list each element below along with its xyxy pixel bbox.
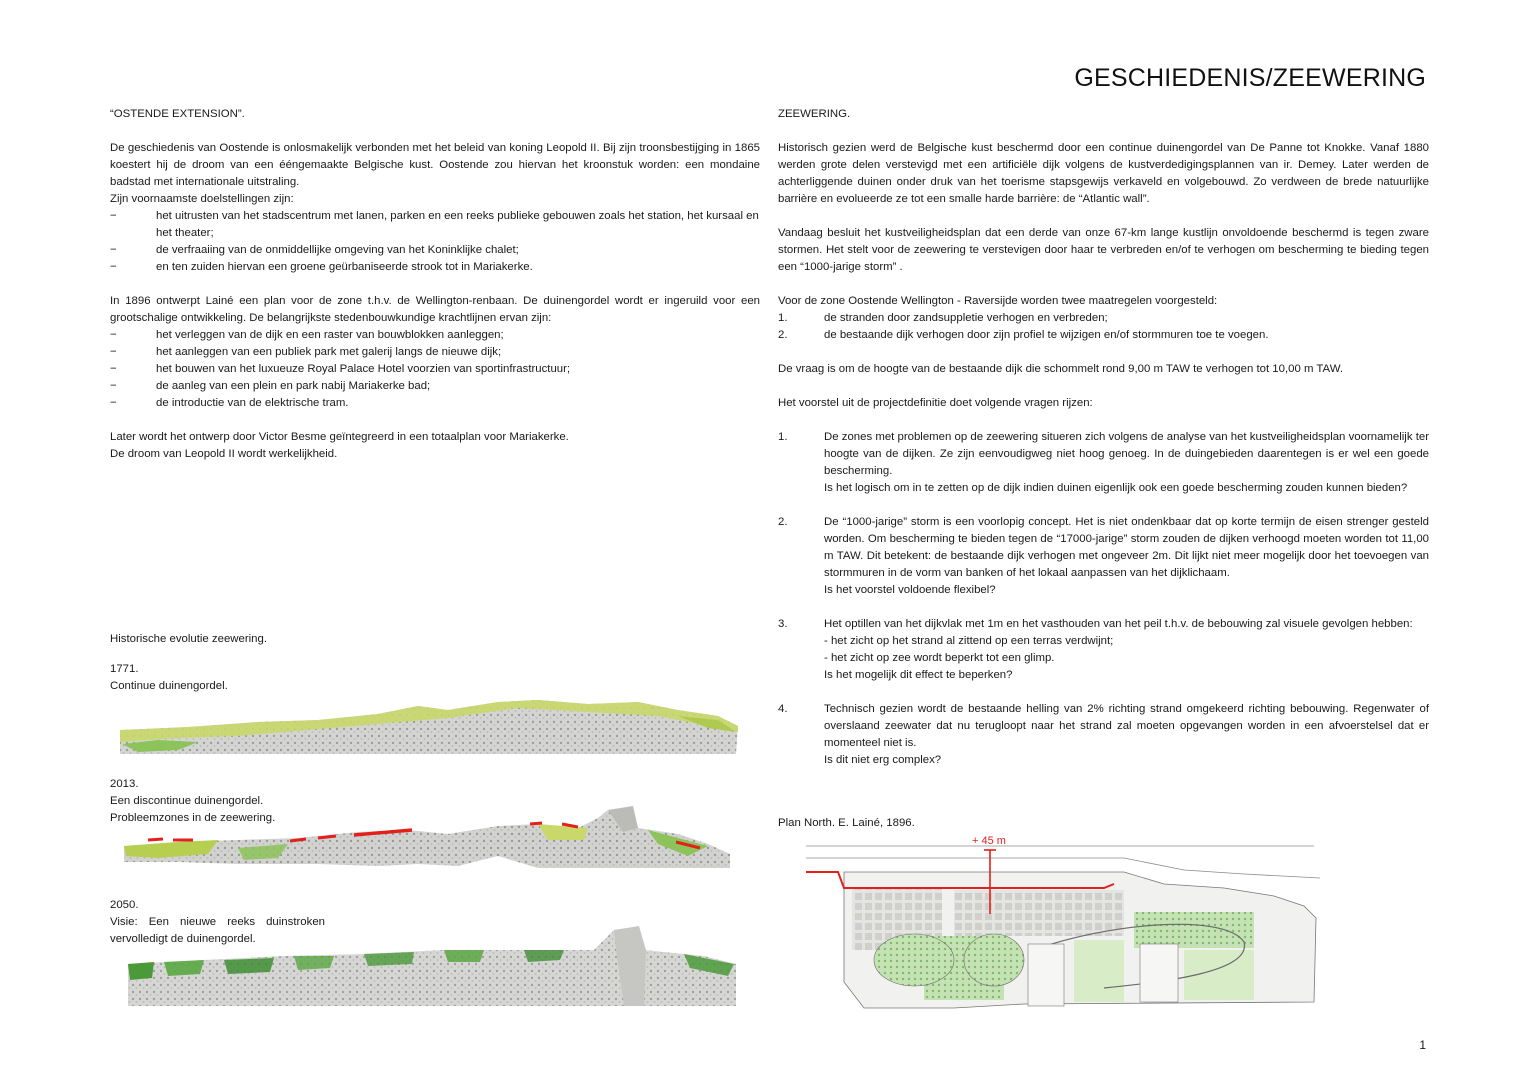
left-heading: “OSTENDE EXTENSION”.: [110, 108, 245, 120]
goal-text: het uitrusten van het stadscentrum met lanen, parken en een reeks publieke gebouwen zoals het station, het kursaal en het theater;: [156, 210, 759, 239]
question-text: Is het logisch om in te zetten op de dijk indien duinen eigenlijk ook een goede bescherming zouden kunnen bieden?: [824, 482, 1408, 494]
evolution-title: Historische evolutie zeewering.: [110, 633, 268, 645]
measure-number: 1.: [778, 312, 788, 324]
page-number: 1: [1419, 1038, 1426, 1052]
goal-text: en ten zuiden hiervan een groene geürbaniseerde strook tot in Mariakerke.: [156, 261, 533, 273]
question-text: Technisch gezien wordt de bestaande helling van 2% richting strand omgekeerd richting bebouwing. Regenwater of overslaand zeewater dat nu terugloopt naar het strand zal moeten opgevangen worden in een afvoerstelsel dat er momenteel niet is.: [824, 703, 1429, 749]
safety-plan-paragraph: Vandaag besluit het kustveiligheidsplan dat een derde van onze 67-km lange kustlijn onvoldoende beschermd is tegen zware stormen. Het stelt voor de zeewering te verstevigen door haar te verbreden en/of te verhogen om bescherming te bieding tegen een “1000-jarige storm” .: [778, 227, 1429, 273]
question-number: 2.: [778, 516, 788, 528]
plan-item: [110, 395, 760, 412]
evolution-1771-year: 1771.: [110, 663, 139, 675]
question-text: De zones met problemen op de zeewering situeren zich volgens de analyse van het kustveiligheidsplan voornamelijk ter hoogte van de dijken. Ze zijn eenvoudigweg niet hoog genoeg. In de duingebieden daarentegen is er wel een goede bescherming.: [824, 431, 1429, 477]
evolution-2050-desc: vervolledigt de duinengordel.: [110, 933, 256, 945]
conclusion-line: De droom van Leopold II wordt werkelijkheid.: [110, 448, 338, 460]
bullet-marker: −: [110, 210, 117, 222]
measure-text: de stranden door zandsuppletie verhogen en verbreden;: [824, 312, 1108, 324]
measure-item: [778, 327, 1429, 344]
coastline-strip-1771: [118, 692, 740, 758]
measure-item: [778, 310, 1429, 327]
plan-paragraph: In 1896 ontwerpt Lainé een plan voor de zone t.h.v. de Wellington-renbaan. De duinengordel wordt er ingeruild voor een grootschalige ontwikkeling. De belangrijkste stedenbouwkundige krachtlijnen ervan zijn:: [110, 295, 760, 324]
plan-item: [110, 378, 760, 395]
goal-item: [110, 259, 760, 276]
question-number: 3.: [778, 618, 788, 630]
left-column: [110, 106, 760, 463]
question-text: Is dit niet erg complex?: [824, 754, 942, 766]
right-column: [778, 106, 1429, 769]
measure-text: de bestaande dijk verhogen door zijn profiel te wijzigen en/of stormmuren toe te voegen.: [824, 329, 1269, 341]
conclusion-line: Later wordt het ontwerp door Victor Besme geïntegreerd in een totaalplan voor Mariakerke.: [110, 431, 569, 443]
plan-dimension-label: + 45 m: [972, 835, 1006, 847]
questions-intro: Het voorstel uit de projectdefinitie doet volgende vragen rijzen:: [778, 397, 1093, 409]
question-item: [778, 514, 1429, 599]
question-item: [778, 701, 1429, 769]
plan-item: [110, 361, 760, 378]
measures-intro: Voor de zone Oostende Wellington - Raversijde worden twee maatregelen voorgesteld:: [778, 295, 1218, 307]
bullet-marker: −: [110, 363, 117, 375]
evolution-1771-desc: Continue duinengordel.: [110, 680, 228, 692]
bullet-marker: −: [110, 397, 117, 409]
question-text: - het zicht op zee wordt beperkt tot een glimp.: [824, 652, 1055, 664]
plan-item-text: de introductie van de elektrische tram.: [156, 397, 349, 409]
coastline-strip-2013: [118, 804, 734, 872]
bullet-marker: −: [110, 346, 117, 358]
evolution-2050-desc: Visie: Een nieuwe reeks duinstroken: [110, 916, 325, 928]
question-text: De “1000-jarige” storm is een voorlopig concept. Het is niet ondenkbaar dat op korte termijn de eisen strenger gesteld worden. Om bescherming te bieden tegen de “17000-jarige” storm zouden de dijken verhoogd moeten worden tot 11,00 m TAW. Dit betekent: de bestaande dijk verhogen met ongeveer 2m. Dit lijkt niet meer mogelijk door het toevoegen van stormmuren in de vorm van banken of het lokaal aanpassen van het dijklichaam.: [824, 516, 1429, 579]
question-text: Is het voorstel voldoende flexibel?: [824, 584, 996, 596]
evolution-2050-year: 2050.: [110, 899, 139, 911]
plan-item: [110, 344, 760, 361]
goal-text: de verfraaiing van de onmiddellijke omgeving van het Koninklijke chalet;: [156, 244, 519, 256]
plan-item-text: het aanleggen van een publiek park met galerij langs de nieuwe dijk;: [156, 346, 502, 358]
bullet-marker: −: [110, 244, 117, 256]
plan-caption: Plan North. E. Lainé, 1896.: [778, 817, 915, 829]
question-text: - het zicht op het strand al zittend op een terras verdwijnt;: [824, 635, 1114, 647]
bullet-marker: −: [110, 329, 117, 341]
question-number: 4.: [778, 703, 788, 715]
question-item: [778, 616, 1429, 684]
question-number: 1.: [778, 431, 788, 443]
coastline-strip-2050: [124, 920, 740, 1010]
plan-item-text: het verleggen van de dijk en een raster van bouwblokken aanleggen;: [156, 329, 504, 341]
goal-item: [110, 242, 760, 259]
height-question: De vraag is om de hoogte van de bestaande dijk die schommelt rond 9,00 m TAW te verhogen tot 10,00 m TAW.: [778, 363, 1343, 375]
bullet-marker: −: [110, 380, 117, 392]
intro-paragraph: De geschiedenis van Oostende is onlosmakelijk verbonden met het beleid van koning Leopold II. Bij zijn troonsbestijging in 1865 koestert hij de droom van een ééngemaakte Belgische kust. Oostende zou hiervan het kroonstuk worden: een mondaine badstad met internationale uitstraling.: [110, 142, 760, 188]
question-text: Het optillen van het dijkvlak met 1m en het vasthouden van het peil t.h.v. de bebouwing zal visuele gevolgen hebben:: [824, 618, 1413, 630]
evolution-2013-desc: Probleemzones in de zeewering.: [110, 812, 276, 824]
plan-item-text: de aanleg van een plein en park nabij Mariakerke bad;: [156, 380, 431, 392]
right-heading: ZEEWERING.: [778, 108, 851, 120]
measure-number: 2.: [778, 329, 788, 341]
question-text: Is het mogelijk dit effect te beperken?: [824, 669, 1013, 681]
historic-plan-map: [804, 832, 1324, 1018]
goals-title: Zijn voornaamste doelstellingen zijn:: [110, 193, 294, 205]
history-paragraph: Historisch gezien werd de Belgische kust beschermd door een continue duinengordel van De Panne tot Knokke. Vanaf 1880 werden grote delen verstevigd met een artificiële dijk volgens de kustverdedigingsplannen van ir. Demey. Later werden de achterliggende duinen onder druk van het toerisme stapsgewijs verkaveld en volgebouwd. Zo verdween de brede natuurlijke barrière en evolueerde ze tot een smalle harde barrière: de “Atlantic wall”.: [778, 142, 1429, 205]
bullet-marker: −: [110, 261, 117, 273]
evolution-2013-year: 2013.: [110, 778, 139, 790]
question-item: [778, 429, 1429, 497]
evolution-2013-desc: Een discontinue duinengordel.: [110, 795, 264, 807]
goal-item: [110, 208, 760, 242]
page-title: GESCHIEDENIS/ZEEWERING: [1074, 64, 1426, 92]
plan-item-text: het bouwen van het luxueuze Royal Palace Hotel voorzien van sportinfrastructuur;: [156, 363, 571, 375]
plan-item: [110, 327, 760, 344]
